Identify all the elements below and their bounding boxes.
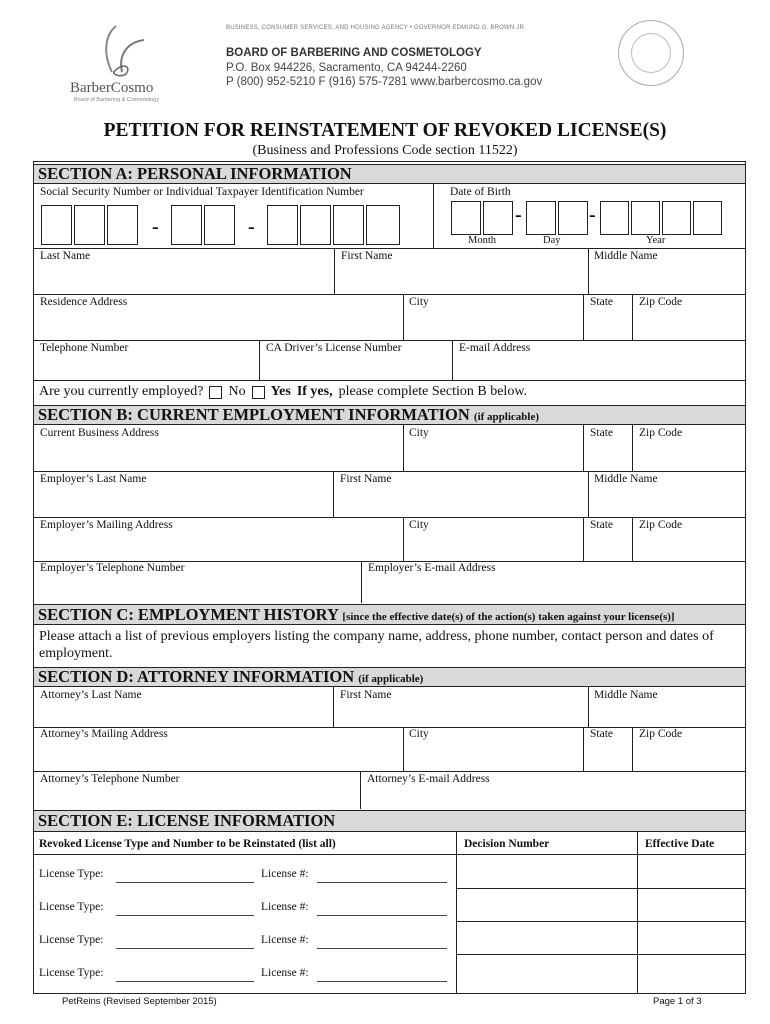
license-type-field[interactable] [116, 948, 254, 949]
attorney-last-name-field[interactable] [36, 704, 331, 725]
email-label: E-mail Address [459, 342, 531, 354]
zip-label: Zip Code [639, 296, 683, 308]
employer-phone-label: Employer’s Telephone Number [40, 562, 185, 574]
decision-number-header: Decision Number [464, 838, 550, 850]
attorney-email-field[interactable] [362, 789, 744, 808]
dob-separator: - [589, 204, 596, 226]
telephone-label: Telephone Number [40, 342, 129, 354]
ssn-digit[interactable] [366, 205, 400, 245]
state-label: State [590, 296, 613, 308]
dob-separator: - [515, 204, 522, 226]
dob-year-label: Year [646, 235, 666, 246]
attorney-phone-label: Attorney’s Telephone Number [40, 773, 180, 785]
license-number-field[interactable] [317, 882, 447, 883]
form-id: PetReins (Revised September 2015) [62, 996, 217, 1007]
ssn-digit[interactable] [333, 205, 364, 245]
attorney-first-name-label: First Name [340, 689, 392, 701]
state-seal-inner [631, 33, 671, 73]
employer-email-label: Employer’s E-mail Address [368, 562, 496, 574]
employer-first-name-label: First Name [340, 473, 392, 485]
board-phone: P (800) 952-5210 F (916) 575-7281 www.barbercosmo.ca.gov [226, 76, 543, 88]
employer-mailing-label: Employer’s Mailing Address [40, 519, 173, 531]
telephone-field[interactable] [36, 356, 257, 378]
license-row [34, 921, 456, 954]
employer-middle-name-label: Middle Name [594, 473, 658, 485]
attorney-middle-name-label: Middle Name [594, 689, 658, 701]
page-number: Page 1 of 3 [653, 996, 702, 1007]
license-number-label: License #: [261, 967, 309, 979]
dob-month-digit[interactable] [483, 201, 513, 235]
business-zip-field[interactable] [634, 442, 744, 469]
employment-question: Are you currently employed? [39, 384, 204, 399]
business-city-field[interactable] [405, 442, 581, 469]
middle-name-label: Middle Name [594, 250, 658, 262]
dob-year-digit[interactable] [662, 201, 691, 235]
first-name-label: First Name [341, 250, 393, 262]
employed-no-label: No [228, 384, 246, 399]
attorney-city-label: City [409, 728, 429, 740]
license-row [34, 954, 456, 987]
logo-text: BarberCosmo [70, 80, 154, 96]
dob-label: Date of Birth [450, 186, 511, 198]
employed-yes-checkbox[interactable] [252, 386, 265, 399]
attorney-zip-label: Zip Code [639, 728, 683, 740]
middle-name-field[interactable] [590, 264, 744, 292]
license-number-field[interactable] [317, 948, 447, 949]
effective-date-header: Effective Date [645, 838, 715, 850]
page-title: PETITION FOR REINSTATEMENT OF REVOKED LICENSE(S) [103, 120, 667, 141]
license-type-field[interactable] [116, 882, 254, 883]
dob-day-digit[interactable] [526, 201, 556, 235]
ssn-digit[interactable] [41, 205, 72, 245]
state-field[interactable] [585, 310, 630, 338]
license-rows [34, 855, 456, 987]
employer-phone-field[interactable] [36, 578, 359, 601]
employer-city-field[interactable] [405, 534, 581, 559]
attorney-state-field[interactable] [585, 743, 630, 769]
license-row [34, 855, 456, 888]
board-address: P.O. Box 944226, Sacramento, CA 94244-2260 [226, 62, 467, 74]
attorney-first-name-field[interactable] [335, 704, 586, 725]
employer-middle-name-field[interactable] [590, 488, 744, 515]
email-field[interactable] [454, 356, 744, 378]
employment-history-instruction: Please attach a list of previous employers listing the company name, address, phone number, contact person and dates of employment. [39, 629, 714, 661]
scissors-flourish-icon [92, 22, 152, 78]
agency-line: BUSINESS, CONSUMER SERVICES, AND HOUSING AGENCY • GOVERNOR EDMUND G. BROWN JR. [226, 25, 526, 31]
license-number-label: License #: [261, 868, 309, 880]
last-name-field[interactable] [36, 264, 332, 292]
page-subtitle: (Business and Professions Code section 11522) [252, 143, 518, 158]
first-name-field[interactable] [336, 264, 586, 292]
employed-no-checkbox[interactable] [209, 386, 222, 399]
residence-address-field[interactable] [36, 310, 401, 338]
board-name: BOARD OF BARBERING AND COSMETOLOGY [226, 47, 482, 59]
section-e-heading: SECTION E: LICENSE INFORMATION [34, 810, 745, 832]
attorney-middle-name-field[interactable] [590, 704, 744, 725]
dob-month-digit[interactable] [451, 201, 481, 235]
license-row [34, 888, 456, 921]
employer-zip-label: Zip Code [639, 519, 683, 531]
license-type-label: License Type: [39, 901, 104, 913]
if-yes-label: If yes, [296, 384, 333, 399]
license-type-field[interactable] [116, 981, 254, 982]
employer-last-name-label: Employer’s Last Name [40, 473, 147, 485]
decision-number-fields[interactable] [458, 856, 635, 992]
section-d-heading: SECTION D: ATTORNEY INFORMATION (if applicable) [34, 667, 745, 687]
effective-date-fields[interactable] [639, 856, 744, 992]
section-c-heading: SECTION C: EMPLOYMENT HISTORY [since the effective date(s) of the action(s) taken against your license(s)] [34, 604, 745, 625]
ssn-digit[interactable] [267, 205, 298, 245]
ssn-separator: - [248, 216, 255, 238]
license-type-field[interactable] [116, 915, 254, 916]
residence-address-label: Residence Address [40, 296, 128, 308]
employer-state-label: State [590, 519, 613, 531]
employer-first-name-field[interactable] [335, 488, 586, 515]
dob-month-label: Month [468, 235, 497, 246]
license-number-label: License #: [261, 901, 309, 913]
employer-state-field[interactable] [585, 534, 630, 559]
employer-mailing-field[interactable] [36, 534, 401, 559]
license-number-field[interactable] [317, 915, 447, 916]
employment-question-row [39, 384, 527, 400]
dob-year-digit[interactable] [600, 201, 629, 235]
attorney-mailing-label: Attorney’s Mailing Address [40, 728, 168, 740]
business-state-label: State [590, 427, 613, 439]
employer-last-name-field[interactable] [36, 488, 331, 515]
last-name-label: Last Name [40, 250, 91, 262]
drivers-license-field[interactable] [261, 356, 450, 378]
employed-yes-label: Yes [270, 384, 291, 399]
ssn-digit[interactable] [204, 205, 235, 245]
attorney-phone-field[interactable] [36, 789, 358, 808]
section-b-heading: SECTION B: CURRENT EMPLOYMENT INFORMATION (if applicable) [34, 405, 745, 425]
employer-email-field[interactable] [363, 578, 744, 601]
dob-year-digit[interactable] [631, 201, 660, 235]
license-type-label: License Type: [39, 934, 104, 946]
drivers-license-label: CA Driver’s License Number [266, 342, 402, 354]
dob-day-label: Day [543, 235, 561, 246]
license-type-label: License Type: [39, 868, 104, 880]
attorney-city-field[interactable] [405, 743, 581, 769]
attorney-last-name-label: Attorney’s Last Name [40, 689, 142, 701]
logo-subtitle: Board of Barbering & Cosmetology [74, 97, 159, 103]
business-zip-label: Zip Code [639, 427, 683, 439]
license-number-label: License #: [261, 934, 309, 946]
ssn-separator: - [152, 216, 159, 238]
license-number-field[interactable] [317, 981, 447, 982]
business-address-field[interactable] [36, 442, 401, 469]
ssn-label: Social Security Number or Individual Taxpayer Identification Number [40, 186, 364, 198]
business-city-label: City [409, 427, 429, 439]
if-yes-instruction: please complete Section B below. [338, 384, 528, 399]
attorney-zip-field[interactable] [634, 743, 744, 769]
attorney-email-label: Attorney’s E-mail Address [367, 773, 490, 785]
city-field[interactable] [405, 310, 581, 338]
section-a-heading: SECTION A: PERSONAL INFORMATION [34, 164, 745, 184]
license-type-label: License Type: [39, 967, 104, 979]
ssn-digit[interactable] [300, 205, 331, 245]
zip-field[interactable] [634, 310, 744, 338]
employer-city-label: City [409, 519, 429, 531]
attorney-mailing-field[interactable] [36, 743, 401, 769]
license-column-header: Revoked License Type and Number to be Reinstated (list all) [39, 838, 336, 850]
ssn-digit[interactable] [107, 205, 138, 245]
attorney-state-label: State [590, 728, 613, 740]
city-label: City [409, 296, 429, 308]
ssn-digit[interactable] [171, 205, 202, 245]
business-address-label: Current Business Address [40, 427, 159, 439]
employer-zip-field[interactable] [634, 534, 744, 559]
dob-year-digit[interactable] [693, 201, 722, 235]
dob-day-digit[interactable] [558, 201, 588, 235]
business-state-field[interactable] [585, 442, 630, 469]
ssn-digit[interactable] [74, 205, 105, 245]
